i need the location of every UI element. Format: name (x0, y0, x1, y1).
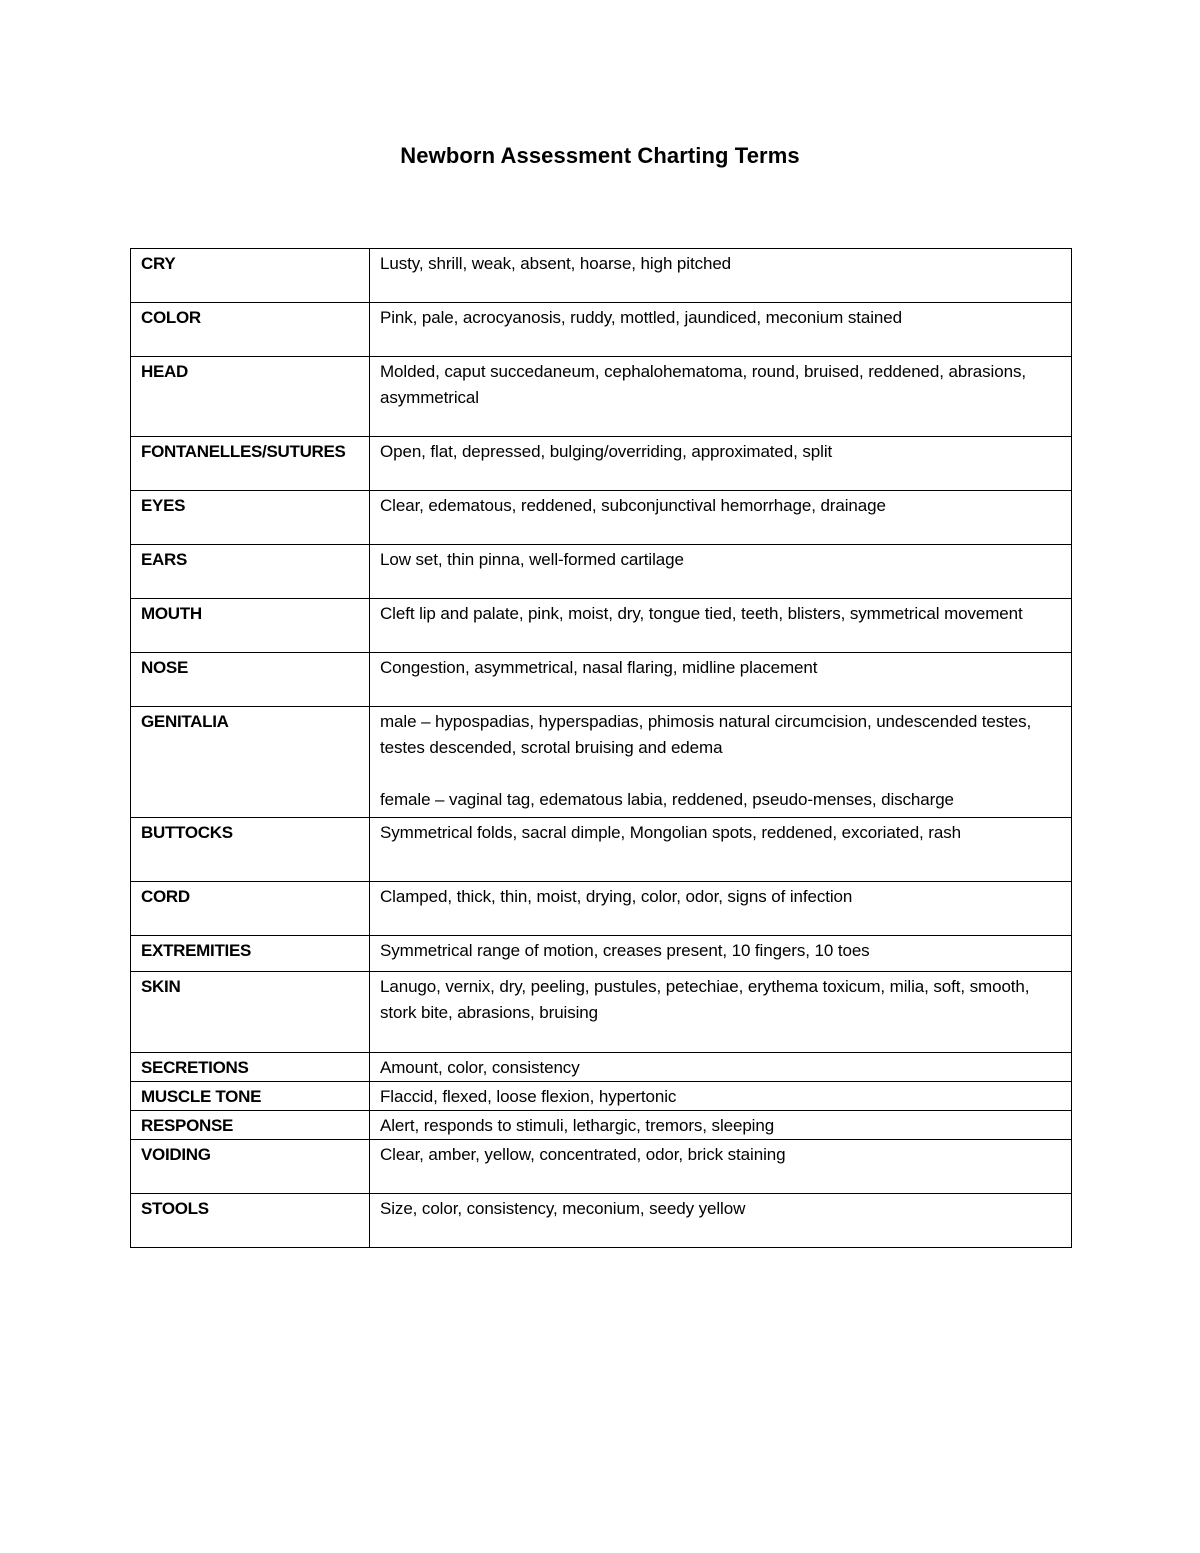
term-cell: CRY (131, 249, 370, 303)
table-row (131, 972, 1072, 1053)
term-cell: EARS (131, 545, 370, 599)
description-cell: Lusty, shrill, weak, absent, hoarse, high pitched (370, 249, 1072, 303)
term-cell: SKIN (131, 972, 370, 1053)
description-cell: Alert, responds to stimuli, lethargic, tremors, sleeping (370, 1111, 1072, 1140)
description-cell: Symmetrical folds, sacral dimple, Mongolian spots, reddened, excoriated, rash (370, 818, 1072, 882)
table-row (131, 599, 1072, 653)
description-cell: Size, color, consistency, meconium, seedy yellow (370, 1194, 1072, 1248)
term-cell: FONTANELLES/SUTURES (131, 437, 370, 491)
table-row (131, 1082, 1072, 1111)
term-cell: EYES (131, 491, 370, 545)
description-cell: Amount, color, consistency (370, 1053, 1072, 1082)
charting-terms-table (130, 248, 1072, 1248)
table-row (131, 818, 1072, 882)
table-row (131, 437, 1072, 491)
table-row (131, 545, 1072, 599)
term-cell: COLOR (131, 303, 370, 357)
table-row (131, 1053, 1072, 1082)
description-cell: Symmetrical range of motion, creases present, 10 fingers, 10 toes (370, 936, 1072, 972)
term-cell: MUSCLE TONE (131, 1082, 370, 1111)
table-row (131, 882, 1072, 936)
description-cell: Low set, thin pinna, well-formed cartilage (370, 545, 1072, 599)
term-cell: SECRETIONS (131, 1053, 370, 1082)
term-cell: CORD (131, 882, 370, 936)
description-cell: Open, flat, depressed, bulging/overriding, approximated, split (370, 437, 1072, 491)
genitalia-female-terms: female – vaginal tag, edematous labia, reddened, pseudo-menses, discharge (380, 790, 954, 809)
term-cell: HEAD (131, 357, 370, 437)
table-row (131, 491, 1072, 545)
description-cell: Clamped, thick, thin, moist, drying, color, odor, signs of infection (370, 882, 1072, 936)
description-cell: Pink, pale, acrocyanosis, ruddy, mottled, jaundiced, meconium stained (370, 303, 1072, 357)
table-row (131, 1111, 1072, 1140)
term-cell: RESPONSE (131, 1111, 370, 1140)
table-row (131, 707, 1072, 818)
page-title: Newborn Assessment Charting Terms (400, 143, 800, 168)
description-cell: Lanugo, vernix, dry, peeling, pustules, petechiae, erythema toxicum, milia, soft, smooth, stork bite, abrasions, bruising (370, 972, 1072, 1053)
term-cell: GENITALIA (131, 707, 370, 818)
table-row (131, 1140, 1072, 1194)
description-cell (370, 707, 1072, 818)
table-row (131, 357, 1072, 437)
table-row (131, 1194, 1072, 1248)
table-row (131, 249, 1072, 303)
description-cell: Clear, edematous, reddened, subconjunctival hemorrhage, drainage (370, 491, 1072, 545)
term-cell: STOOLS (131, 1194, 370, 1248)
table-row (131, 653, 1072, 707)
term-cell: VOIDING (131, 1140, 370, 1194)
term-cell: NOSE (131, 653, 370, 707)
description-cell: Congestion, asymmetrical, nasal flaring, midline placement (370, 653, 1072, 707)
term-cell: BUTTOCKS (131, 818, 370, 882)
description-cell: Clear, amber, yellow, concentrated, odor, brick staining (370, 1140, 1072, 1194)
table-row (131, 303, 1072, 357)
table-row (131, 936, 1072, 972)
term-cell: MOUTH (131, 599, 370, 653)
genitalia-male-terms: male – hypospadias, hyperspadias, phimosis natural circumcision, undescended testes, testes descended, scrotal bruising and edema (380, 712, 1032, 757)
paragraph-gap (380, 761, 1063, 787)
description-cell: Flaccid, flexed, loose flexion, hypertonic (370, 1082, 1072, 1111)
description-cell: Cleft lip and palate, pink, moist, dry, tongue tied, teeth, blisters, symmetrical movement (370, 599, 1072, 653)
description-cell: Molded, caput succedaneum, cephalohematoma, round, bruised, reddened, abrasions, asymmetrical (370, 357, 1072, 437)
term-cell: EXTREMITIES (131, 936, 370, 972)
